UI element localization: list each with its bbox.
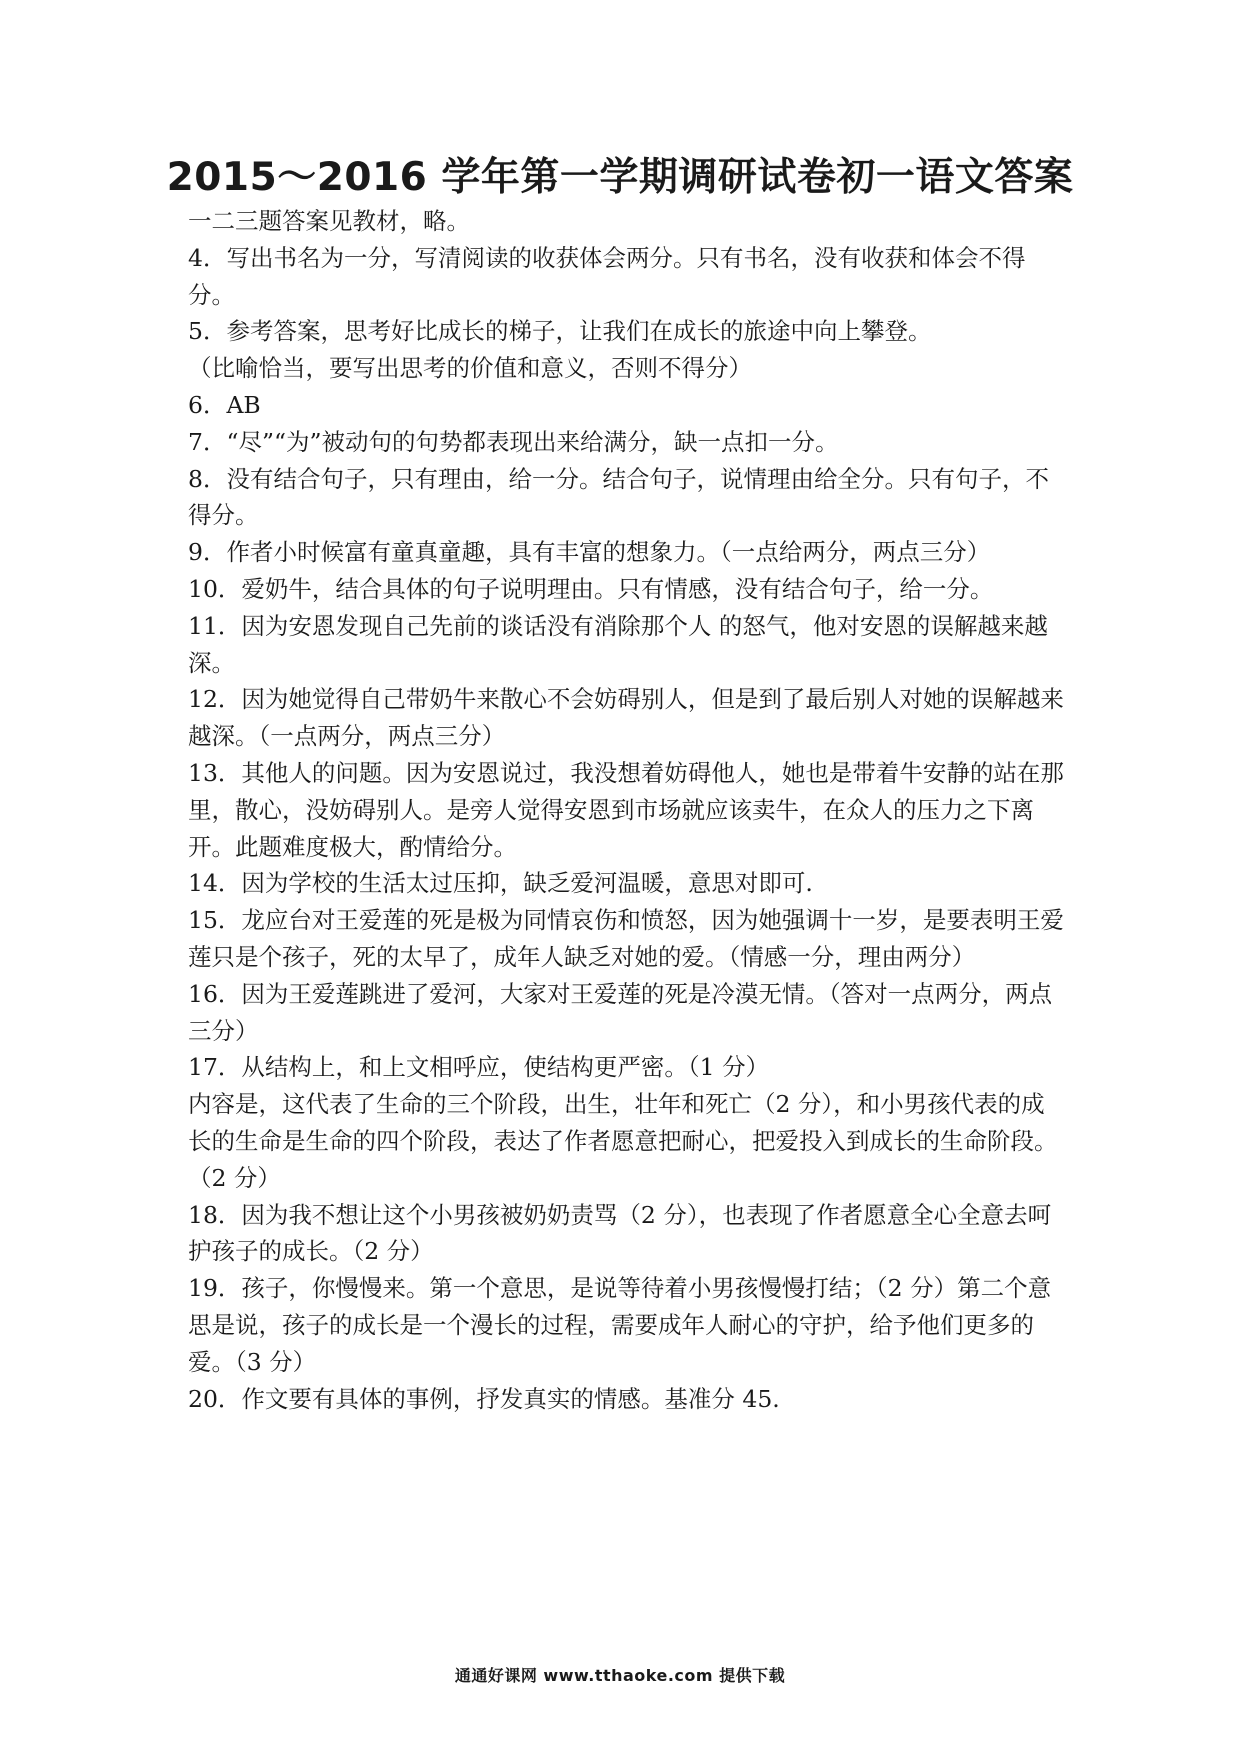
answer-item-13: 13．其他人的问题。因为安恩说过，我没想着妨碍他人，她也是带着牛安静的站在那里，散心，没妨碍别人。是旁人觉得安恩到市场就应该卖牛，在众人的压力之下离开。此题难度极大，酌情给分。	[188, 758, 1064, 861]
answer-item-6: 6．AB	[188, 390, 261, 419]
answer-item-7: 7．“尽”“为”被动句的句势都表现出来给满分，缺一点扣一分。	[188, 427, 839, 456]
answer-item-4: 4．写出书名为一分，写清阅读的收获体会两分。只有书名，没有收获和体会不得分。	[188, 243, 1026, 309]
answer-item-12: 12．因为她觉得自己带奶牛来散心不会妨碍别人，但是到了最后别人对她的误解越来越深。（一点两分，两点三分）	[188, 685, 1064, 751]
answer-item-16: 16．因为王爱莲跳进了爱河，大家对王爱莲的死是冷漠无情。（答对一点两分，两点三分）	[188, 979, 1053, 1045]
answer-item-15: 15．龙应台对王爱莲的死是极为同情哀伤和愤怒，因为她强调十一岁，是要表明王爱莲只是个孩子，死的太早了，成年人缺乏对她的爱。（情感一分，理由两分）	[188, 906, 1064, 971]
answer-intro: 一二三题答案见教材，略。	[188, 207, 470, 235]
answer-item-5: 5．参考答案，思考好比成长的梯子，让我们在成长的旅途中向上攀登。	[188, 317, 932, 346]
answer-item-14: 14．因为学校的生活太过压抑，缺乏爱河温暖，意思对即可.	[188, 869, 813, 898]
answer-item-11: 11．因为安恩发现自己先前的谈话没有消除那个人 的怒气，他对安恩的误解越来越深。	[188, 611, 1048, 677]
answer-item-9: 9．作者小时候富有童真童趣，具有丰富的想象力。（一点给两分，两点三分）	[188, 538, 991, 567]
answer-item-10: 10．爱奶牛，结合具体的句子说明理由。只有情感，没有结合句子，给一分。	[188, 574, 994, 603]
answer-item-17-content: 内容是，这代表了生命的三个阶段，出生，壮年和死亡（2 分），和小男孩代表的成长的生命是生命的四个阶段，表达了作者愿意把耐心，把爱投入到成长的生命阶段。（2 分）	[188, 1090, 1058, 1192]
answer-body	[188, 203, 1068, 1417]
answer-item-5-note: （比喻恰当，要写出思考的价值和意义，否则不得分）	[188, 354, 752, 383]
answer-item-8: 8．没有结合句子，只有理由，给一分。结合句子，说情理由给全分。只有句子，不得分。	[188, 464, 1049, 530]
footer-credit: 通通好课网 www.tthaoke.com 提供下载	[454, 1666, 786, 1685]
answer-item-18: 18．因为我不想让这个小男孩被奶奶责骂（2 分），也表现了作者愿意全心全意去呵护孩子的成长。（2 分）	[188, 1200, 1052, 1266]
answer-item-20: 20．作文要有具体的事例，抒发真实的情感。基准分 45.	[188, 1384, 780, 1413]
page-title: 2015～2016 学年第一学期调研试卷初一语文答案	[166, 155, 1074, 200]
answer-item-19: 19．孩子，你慢慢来。第一个意思，是说等待着小男孩慢慢打结；（2 分）第二个意思是说，孩子的成长是一个漫长的过程，需要成年人耐心的守护，给予他们更多的爱。（3 分）	[188, 1274, 1052, 1376]
answer-item-17: 17．从结构上，和上文相呼应，使结构更严密。（1 分）	[188, 1053, 770, 1082]
